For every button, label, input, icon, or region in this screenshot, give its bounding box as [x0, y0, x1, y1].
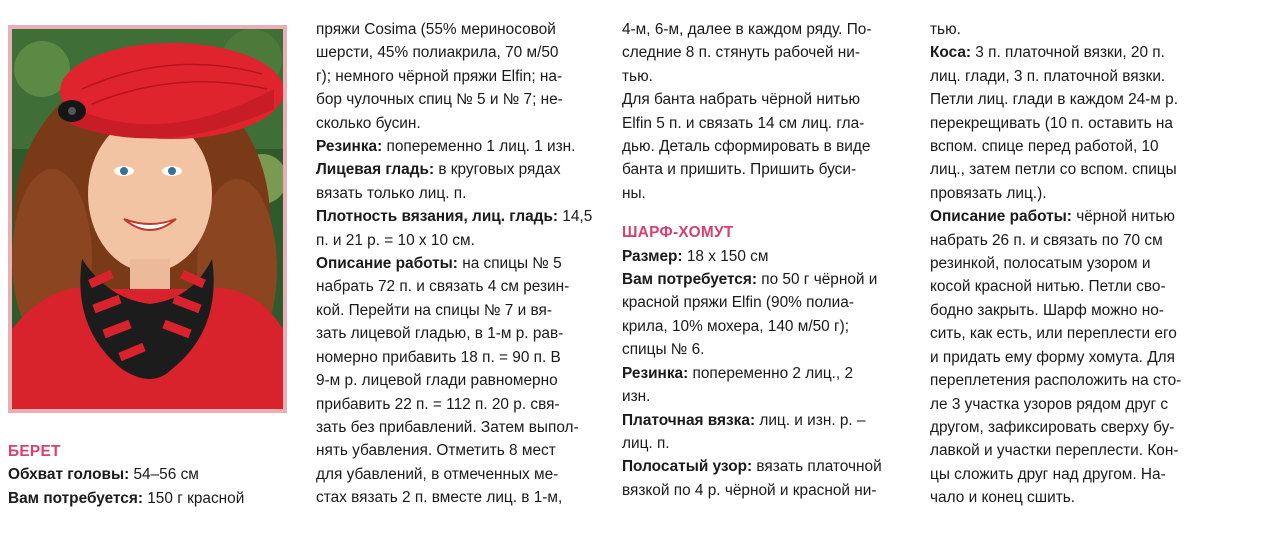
beret-work-line: номерно прибавить 18 п. = 90 п. В [316, 348, 561, 366]
scarf-work-line: другом, зафиксировать сверху бу- [930, 418, 1175, 436]
scarf-work-line: цы сложить друг над другом. На- [930, 465, 1166, 483]
scarf-work-line: резинкой, полосатым узором и [930, 255, 1151, 273]
scarf-cable-line: лиц., затем петли со вспом. спицы [930, 161, 1177, 179]
scarf-needs-line: крила, 10% мохера, 140 м/50 г); [622, 317, 850, 335]
scarf-needs-value: по 50 г чёрной и [756, 271, 878, 289]
scarf-needs-line: красной пряжи Elfin (90% полиа- [622, 294, 854, 312]
scarf-work-line: сить, как есть, или переплести его [930, 325, 1177, 343]
beret-and-scarf-column [622, 18, 905, 502]
beret-stockinette-label: Лицевая гладь: [316, 161, 435, 179]
beret-materials-line: шерсти, 45% полиакрила, 70 м/50 [316, 44, 559, 62]
scarf-cable-line: провязать лиц.). [930, 184, 1047, 202]
beret-finish-line: тью. [622, 67, 653, 85]
scarf-garter-line: лиц. п. [622, 434, 670, 452]
beret-density-value: 14,5 [558, 208, 593, 226]
scarf-cable-line: Петли лиц. глади в каждом 24-м р. [930, 91, 1179, 109]
scarf-work-line: косой красной нитью. Петли сво- [930, 278, 1166, 296]
beret-bow-line: Для банта набрать чёрной нитью [622, 91, 861, 109]
beret-size-label: Обхват головы: [8, 466, 130, 484]
scarf-cable-label: Коса: [930, 44, 972, 62]
beret-materials-line: г); немного чёрной пряжи Elfin; на- [316, 67, 563, 85]
scarf-work-line: ле 3 участка узоров рядом друг с [930, 395, 1169, 413]
beret-rib-value: попеременно 1 лиц. 1 изн. [382, 138, 576, 156]
beret-rib-line [316, 135, 596, 158]
scarf-size-line [622, 245, 905, 268]
scarf-rib-value: попеременно 2 лиц., 2 [688, 364, 854, 382]
beret-bow-line: Elfin 5 п. и связать 14 см лиц. гла- [622, 114, 865, 132]
beret-work-line [316, 252, 596, 275]
beret-work-value: на спицы № 5 [457, 255, 562, 273]
beret-materials-line: сколько бусин. [316, 114, 421, 132]
beret-density-line [316, 205, 596, 228]
scarf-cable-line: лиц. глади, 3 п. платочной вязки. [930, 67, 1166, 85]
beret-materials-line: пряжи Cosima (55% мериносовой [316, 21, 556, 38]
beret-intro-column [8, 440, 298, 510]
scarf-work-label: Описание работы: [930, 208, 1072, 226]
scarf-instructions-column [930, 18, 1208, 510]
section-gap [622, 205, 905, 221]
model-photo-illustration [12, 29, 283, 409]
scarf-cable-line: перекрещивать (10 п. оставить на [930, 114, 1173, 132]
scarf-garter-label: Платочная вязка: [622, 411, 756, 429]
scarf-heading: ШАРФ-ХОМУТ [622, 224, 734, 242]
beret-needs-value: 150 г красной [142, 489, 245, 507]
scarf-garter-line [622, 409, 905, 432]
scarf-stripe-line: вязкой по 4 р. чёрной и красной ни- [622, 481, 877, 499]
beret-density-label: Плотность вязания, лиц. гладь: [316, 208, 559, 226]
beret-work-line: набрать 72 п. и связать 4 см резин- [316, 278, 570, 296]
scarf-size-label: Размер: [622, 247, 683, 265]
scarf-cable-line: вспом. спице перед работой, 10 [930, 138, 1159, 156]
scarf-cable-value: 3 п. платочной вязки, 20 п. [971, 44, 1165, 62]
beret-finish-line: следние 8 п. стянуть рабочей ни- [622, 44, 860, 62]
scarf-work-line: переплетения расположить на сто- [930, 372, 1182, 390]
scarf-work-value: чёрной нитью [1071, 208, 1175, 226]
scarf-rib-line: изн. [622, 388, 651, 406]
beret-work-line: нять убавления. Отметить 8 мест [316, 442, 556, 460]
beret-instructions-column [316, 18, 596, 510]
scarf-work-line [930, 205, 1208, 228]
scarf-garter-value: лиц. и изн. р. – [755, 411, 866, 429]
beret-work-label: Описание работы: [316, 255, 458, 273]
scarf-stripe-value: вязать платочной [752, 458, 882, 476]
scarf-stripe-label: Полосатый узор: [622, 458, 753, 476]
beret-finish-line: 4-м, 6-м, далее в каждом ряду. По- [622, 21, 872, 38]
scarf-work-line: лавкой и участки переплести. Кон- [930, 442, 1179, 460]
scarf-needs-line [622, 268, 905, 291]
beret-work-line: зать лицевой гладью, в 1-м р. рав- [316, 325, 564, 343]
beret-needs-line [8, 487, 298, 510]
scarf-size-value: 18 х 150 см [682, 247, 769, 265]
model-photo [8, 25, 287, 413]
scarf-rib-label: Резинка: [622, 364, 689, 382]
beret-bow-line: банта и пришить. Пришить буси- [622, 161, 857, 179]
beret-work-line: стах вязать 2 п. вместе лиц. в 1-м, [316, 489, 563, 507]
beret-size-value: 54–56 см [129, 466, 199, 484]
scarf-needs-line: спицы № 6. [622, 341, 705, 359]
beret-work-line: зать без прибавлений. Затем выпол- [316, 418, 579, 436]
scarf-needs-label: Вам потребуется: [622, 271, 757, 289]
scarf-stripe-line: тью. [930, 21, 961, 38]
scarf-stripe-line [622, 455, 905, 478]
beret-work-line: 9-м р. лицевой глади равномерно [316, 372, 558, 390]
scarf-cable-line [930, 41, 1208, 64]
beret-stockinette-line [316, 158, 596, 181]
beret-materials-line: бор чулочных спиц № 5 и № 7; не- [316, 91, 563, 109]
beret-stockinette-value: в круговых рядах [434, 161, 561, 179]
beret-bow-line: ны. [622, 184, 646, 202]
scarf-work-line: набрать 26 п. и связать по 70 см [930, 231, 1163, 249]
beret-work-line: кой. Перейти на спицы № 7 и вя- [316, 301, 552, 319]
beret-rib-label: Резинка: [316, 138, 383, 156]
beret-heading: БЕРЕТ [8, 443, 61, 460]
scarf-work-line: чало и конец сшить. [930, 489, 1076, 507]
scarf-rib-line [622, 362, 905, 385]
beret-work-line: для убавлений, в отмеченных ме- [316, 465, 559, 483]
beret-bow-line: дью. Деталь сформировать в виде [622, 138, 871, 156]
beret-size-line [8, 463, 298, 486]
scarf-work-line: бодно закрыть. Шарф можно но- [930, 301, 1164, 319]
scarf-work-line: и придать ему форму хомута. Для [930, 348, 1175, 366]
beret-density-line: п. и 21 р. = 10 х 10 см. [316, 231, 475, 249]
beret-needs-label: Вам потребуется: [8, 489, 143, 507]
beret-work-line: прибавить 22 п. = 112 п. 20 р. свя- [316, 395, 560, 413]
beret-stockinette-line: вязать только лиц. п. [316, 184, 467, 202]
